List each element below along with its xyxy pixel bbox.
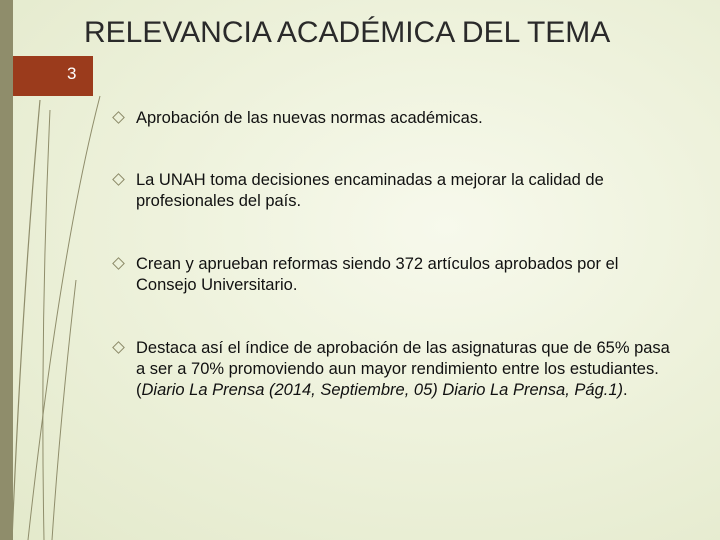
bullet-text <box>136 338 672 401</box>
bullet-item <box>112 254 672 296</box>
bullet-text: La UNAH toma decisiones encaminadas a mejorar la calidad de profesionales del país. <box>136 171 604 210</box>
diamond-bullet-icon <box>112 341 125 354</box>
bullet-text: Crean y aprueban reformas siendo 372 artículos aprobados por el Consejo Universitario. <box>136 255 619 294</box>
bullet-text: Aprobación de las nuevas normas académicas. <box>136 109 483 127</box>
citation-text: Diario La Prensa (2014, Septiembre, 05) Diario La Prensa, Pág.1) <box>141 381 624 399</box>
bullet-item <box>112 108 672 129</box>
bullet-text-end: . <box>623 381 628 399</box>
slide-number-badge <box>13 56 93 96</box>
bullet-item <box>112 338 672 401</box>
diamond-bullet-icon <box>112 257 125 270</box>
left-sidebar-strip <box>0 0 13 540</box>
slide-number: 3 <box>67 64 77 83</box>
bullet-text-main: Destaca así el índice de aprobación de las asignaturas que de 65% pasa a ser a 70% promoviendo aun mayor rendimiento entre los estudiantes. ( <box>136 339 670 399</box>
slide-title: RELEVANCIA ACADÉMICA DEL TEMA <box>84 16 611 49</box>
bullet-item <box>112 170 672 212</box>
diamond-bullet-icon <box>112 111 125 124</box>
diamond-bullet-icon <box>112 173 125 186</box>
